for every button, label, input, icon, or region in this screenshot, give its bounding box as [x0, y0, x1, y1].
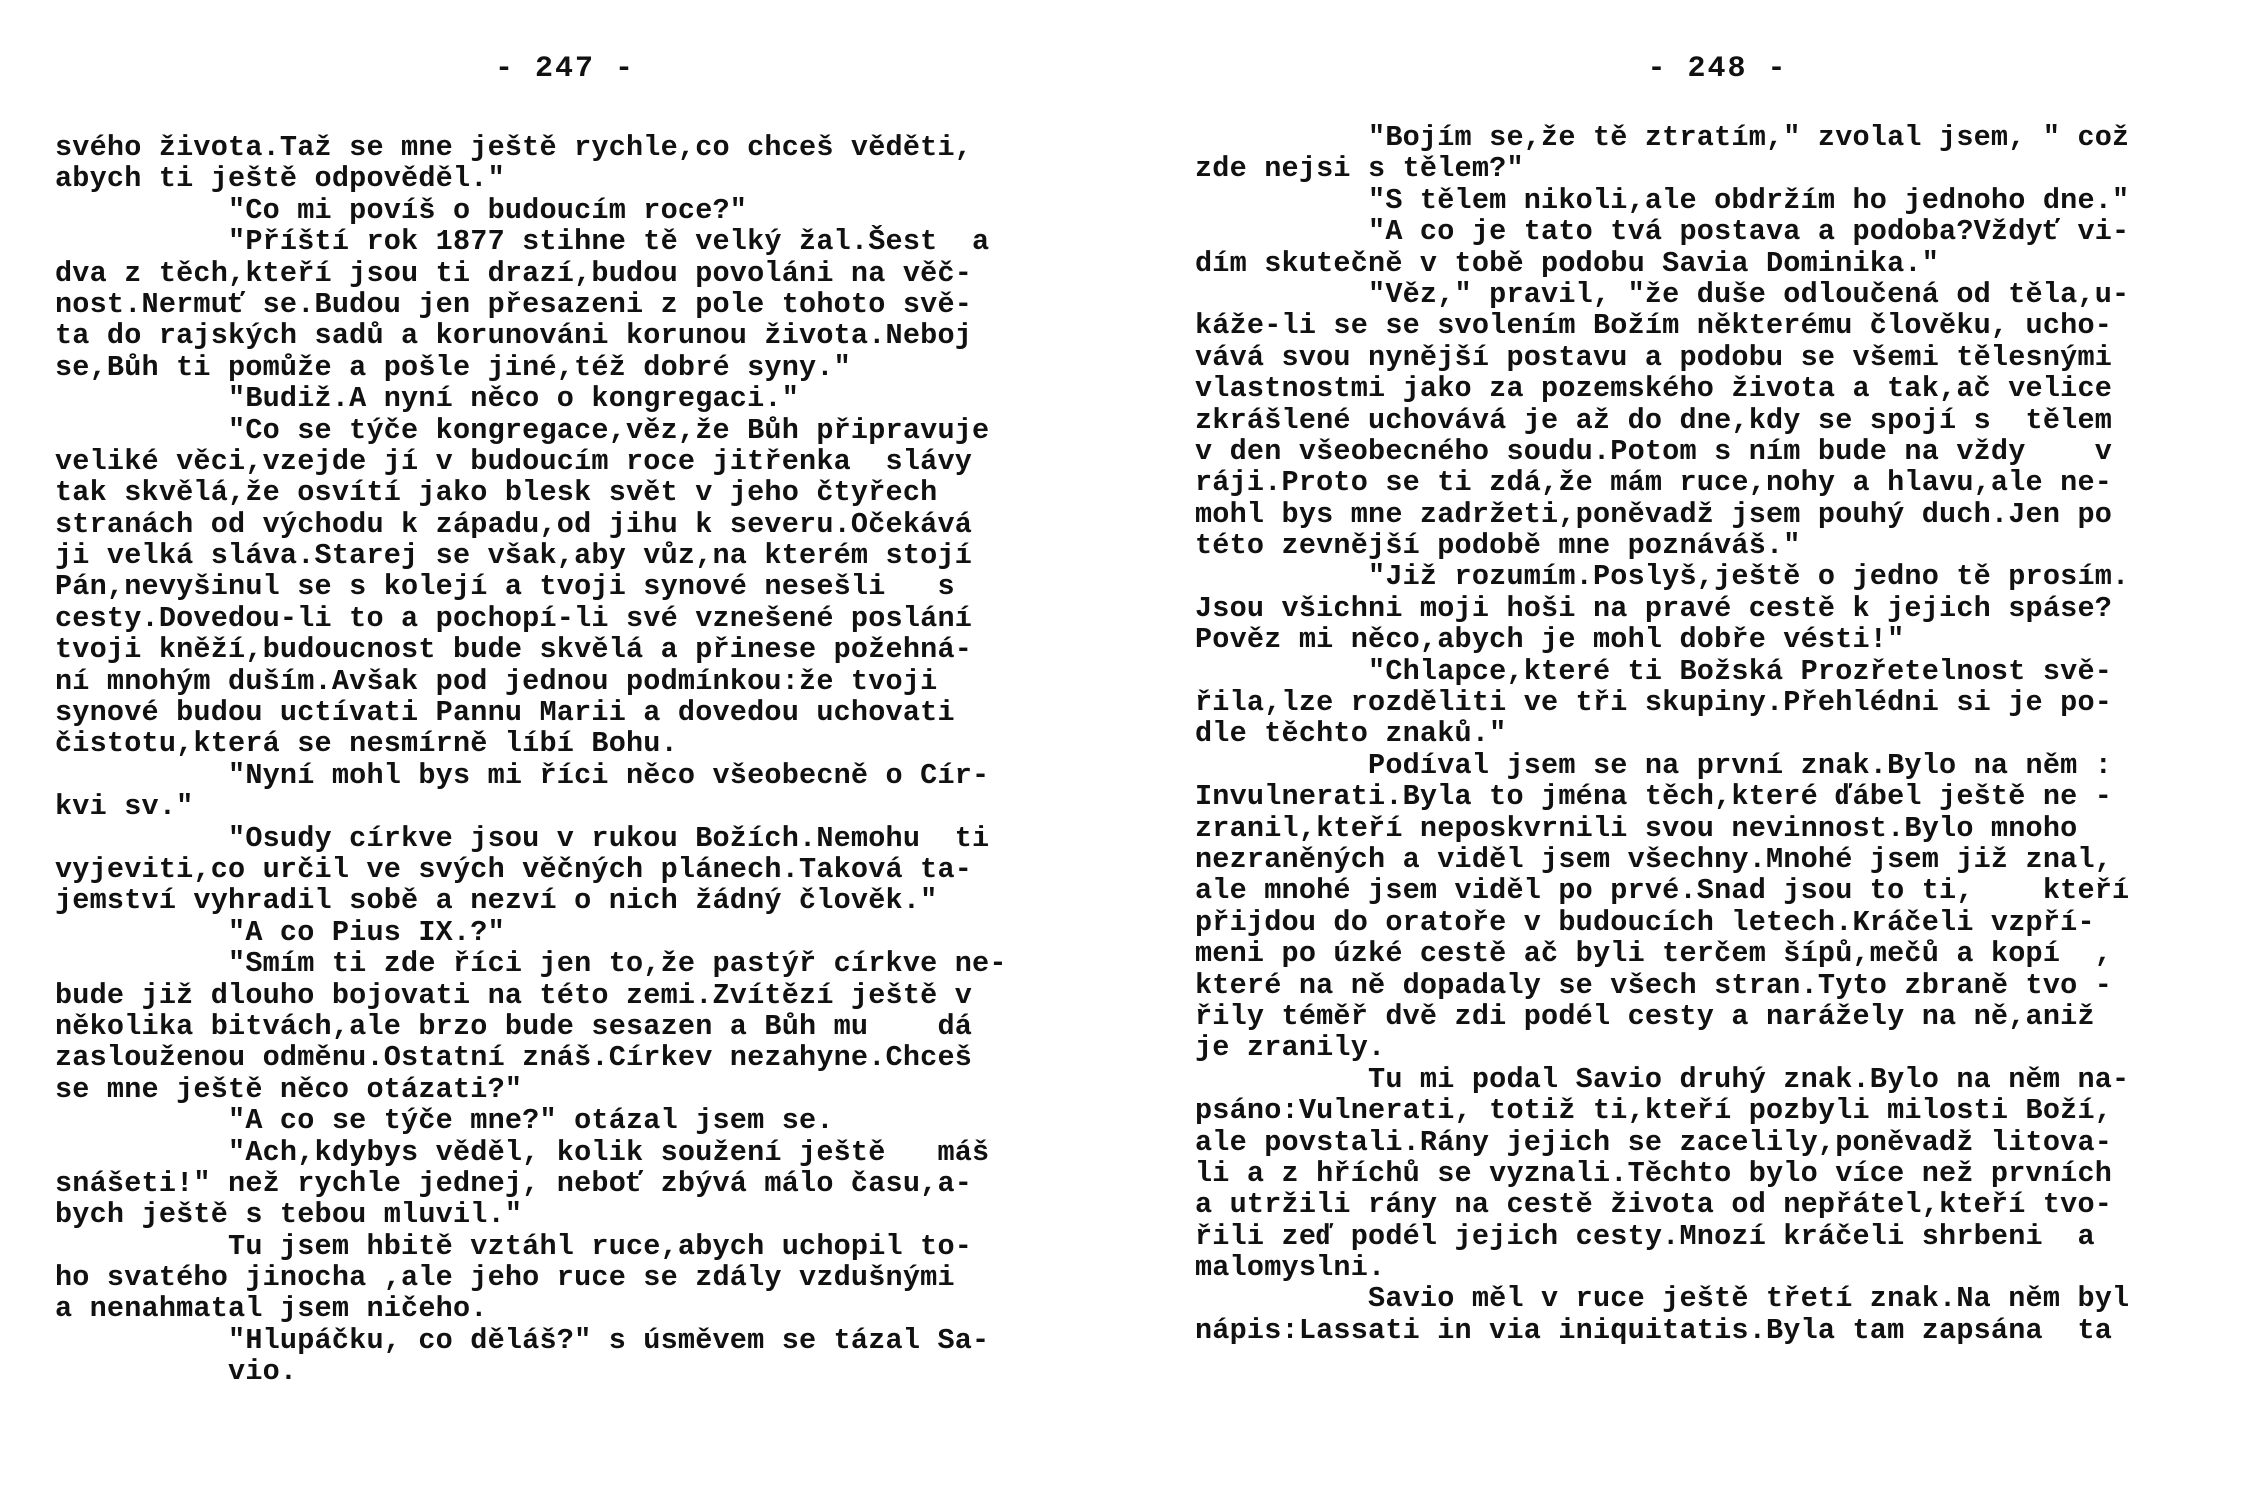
text-line: synové budou uctívati Pannu Marii a dovedou uchovati — [55, 696, 955, 730]
text-line: "Bojím se,že tě ztratím," zvolal jsem, " což — [1195, 121, 2130, 154]
text-line: "Osudy církve jsou v rukou Božích.Nemohu ti — [55, 821, 990, 855]
text-line: řily téměř dvě zdi podél cesty a narážely na ně,aniž — [1195, 999, 2095, 1033]
text-line: svého života.Taž se mne ještě rychle,co chceš věděti, — [55, 131, 973, 164]
text-line: vává svou nynější postavu a podobu se všemi tělesnými — [1195, 340, 2113, 374]
text-line: "Již rozumím.Poslyš,ještě o jedno tě prosím. — [1195, 560, 2130, 594]
text-line: nápis:Lassati in via iniquitatis.Byla tam zapsána ta — [1195, 1313, 2113, 1347]
text-line: "S tělem nikoli,ale obdržím ho jednoho dne." — [1195, 183, 2130, 217]
right-page — [1195, 0, 2240, 1500]
text-line: li a z hříchů se vyznali.Těchto bylo více než prvních — [1195, 1156, 2113, 1190]
text-line: a utržili rány na cestě života od nepřátel,kteří tvo- — [1195, 1188, 2113, 1222]
text-line: ta do rajských sadů a korunováni korunou života.Neboj — [55, 319, 973, 353]
text-body — [55, 132, 1075, 1388]
text-line: Invulnerati.Byla to jména těch,které ďábel ještě ne - — [1195, 780, 2113, 814]
text-line: kvi sv." — [55, 790, 194, 824]
text-line: ho svatého jinocha ,ale jeho ruce se zdály vzdušnými — [55, 1261, 955, 1295]
text-line: "Hlupáčku, co děláš?" s úsměvem se tázal Sa- — [55, 1323, 990, 1357]
text-line: malomyslni. — [1195, 1251, 1386, 1285]
text-line: Pán,nevyšinul se s kolejí a tvoji synové nesešli s — [55, 570, 955, 604]
text-line: "Příští rok 1877 stihne tě velký žal.Šest a — [55, 225, 990, 259]
text-line: dle těchto znaků." — [1195, 717, 1507, 751]
left-page — [55, 0, 1075, 1500]
text-line: ji velká sláva.Starej se však,aby vůz,na kterém stojí — [55, 539, 973, 573]
text-line: ale povstali.Rány jejich se zacelily,poněvadž litova- — [1195, 1125, 2113, 1159]
text-line: nezraněných a viděl jsem všechny.Mnohé jsem již znal, — [1195, 842, 2113, 876]
text-line: a nenahmatal jsem ničeho. — [55, 1292, 488, 1326]
text-line: "Budiž.A nyní něco o kongregaci." — [55, 382, 800, 416]
text-line: cesty.Dovedou-li to a pochopí-li své vznešené poslání — [55, 601, 973, 635]
text-line: "Smím ti zde říci jen to,že pastýř církve ne- — [55, 947, 1007, 981]
text-line: "A co se týče mne?" otázal jsem se. — [55, 1104, 834, 1138]
text-line: přijdou do oratoře v budoucích letech.Kráčeli vzpří- — [1195, 905, 2095, 939]
text-line: řili zeď podél jejich cesty.Mnozí kráčeli shrbeni a — [1195, 1219, 2095, 1253]
text-line: abych ti ještě odpověděl." — [55, 162, 505, 196]
text-line: "Ach,kdybys věděl, kolik soužení ještě máš — [55, 1135, 990, 1169]
text-line: řila,lze rozděliti ve tři skupiny.Přehlédni si je po- — [1195, 686, 2113, 720]
text-line: zranil,kteří neposkvrnili svou nevinnost.Bylo mnoho — [1195, 811, 2078, 845]
text-line: dva z těch,kteří jsou ti drazí,budou povoláni na věč- — [55, 256, 973, 290]
text-line: které na ně dopadaly se všech stran.Tyto zbraně tvo - — [1195, 968, 2113, 1002]
text-line: se mne ještě něco otázati?" — [55, 1072, 523, 1106]
text-line: meni po úzké cestě ač byli terčem šípů,mečů a kopí , — [1195, 937, 2113, 971]
text-line: tak skvělá,že osvítí jako blesk svět v jeho čtyřech — [55, 476, 938, 510]
text-line: zkrášlené uchovává je až do dne,kdy se spojí s tělem — [1195, 403, 2113, 437]
text-line: vyjeviti,co určil ve svých věčných plánech.Taková ta- — [55, 852, 973, 886]
text-line: Pověz mi něco,abych je mohl dobře vésti!" — [1195, 623, 1905, 657]
text-line: tvoji kněží,budoucnost bude skvělá a přinese požehná- — [55, 633, 973, 667]
text-line: "A co je tato tvá postava a podoba?Vždyť vi- — [1195, 215, 2130, 249]
text-line: zde nejsi s tělem?" — [1195, 152, 1524, 186]
text-line: zaslouženou odměnu.Ostatní znáš.Církev nezahyne.Chceš — [55, 1041, 973, 1075]
page-number: - 248 - — [1647, 52, 1788, 86]
text-line: ale mnohé jsem viděl po prvé.Snad jsou to ti, kteří — [1195, 874, 2130, 908]
text-line: nost.Nermuť se.Budou jen přesazeni z pole tohoto svě- — [55, 287, 973, 321]
text-line: ráji.Proto se ti zdá,že mám ruce,nohy a hlavu,ale ne- — [1195, 466, 2113, 500]
text-line: psáno:Vulnerati, totiž ti,kteří pozbyli milosti Boží, — [1195, 1094, 2113, 1128]
text-line: veliké věci,vzejde jí v budoucím roce jitřenka slávy — [55, 444, 973, 478]
text-line: snášeti!" než rychle jednej, neboť zbývá málo času,a- — [55, 1166, 973, 1200]
text-line: několika bitvách,ale brzo bude sesazen a Bůh mu dá — [55, 1009, 973, 1043]
text-line: Savio měl v ruce ještě třetí znak.Na něm byl — [1195, 1282, 2130, 1316]
page-number: - 247 - — [494, 52, 636, 86]
text-line: "Nyní mohl bys mi říci něco všeobecně o Cír- — [55, 758, 990, 792]
text-line: se,Bůh ti pomůže a pošle jiné,též dobré syny." — [55, 350, 851, 384]
text-line: "Co se týče kongregace,věz,že Bůh připravuje — [55, 413, 990, 447]
text-line: v den všeobecného soudu.Potom s ním bude na vždy v — [1195, 434, 2113, 468]
text-line: "Co mi povíš o budoucím roce?" — [55, 193, 748, 227]
text-line: stranách od východu k západu,od jihu k severu.Očekává — [55, 507, 973, 541]
text-line: je zranily. — [1195, 1031, 1386, 1065]
text-line: této zevnější podobě mne poznáváš." — [1195, 529, 1801, 563]
text-line: dím skutečně v tobě podobu Savia Dominika." — [1195, 246, 1940, 280]
text-line: vlastnostmi jako za pozemského života a tak,ač velice — [1195, 372, 2113, 406]
text-line: Tu mi podal Savio druhý znak.Bylo na něm na- — [1195, 1062, 2130, 1096]
text-line: mohl bys mne zadržeti,poněvadž jsem pouhý duch.Jen po — [1195, 497, 2113, 531]
text-line: "Věz," pravil, "že duše odloučená od těla,u- — [1195, 277, 2130, 311]
text-line: Podíval jsem se na první znak.Bylo na něm : — [1195, 748, 2113, 782]
text-line: Jsou všichni moji hoši na pravé cestě k jejich spáse? — [1195, 591, 2113, 625]
text-line: ní mnohým duším.Avšak pod jednou podmínkou:že tvoji — [55, 664, 938, 698]
text-line: bych ještě s tebou mluvil." — [55, 1198, 523, 1232]
text-line: Tu jsem hbitě vztáhl ruce,abych uchopil to- — [55, 1229, 973, 1263]
text-line: čistotu,která se nesmírně líbí Bohu. — [55, 727, 678, 761]
text-line: vio. — [55, 1355, 298, 1389]
text-body — [1195, 122, 2240, 1346]
text-line: "A co Pius IX.?" — [55, 915, 505, 949]
text-line: káže-li se se svolením Božím některému člověku, ucho- — [1195, 309, 2113, 343]
text-line: bude již dlouho bojovati na této zemi.Zvítězí ještě v — [55, 978, 973, 1012]
text-line: "Chlapce,které ti Božská Prozřetelnost svě- — [1195, 654, 2113, 688]
text-line: jemství vyhradil sobě a nezví o nich žádný člověk." — [55, 884, 938, 918]
